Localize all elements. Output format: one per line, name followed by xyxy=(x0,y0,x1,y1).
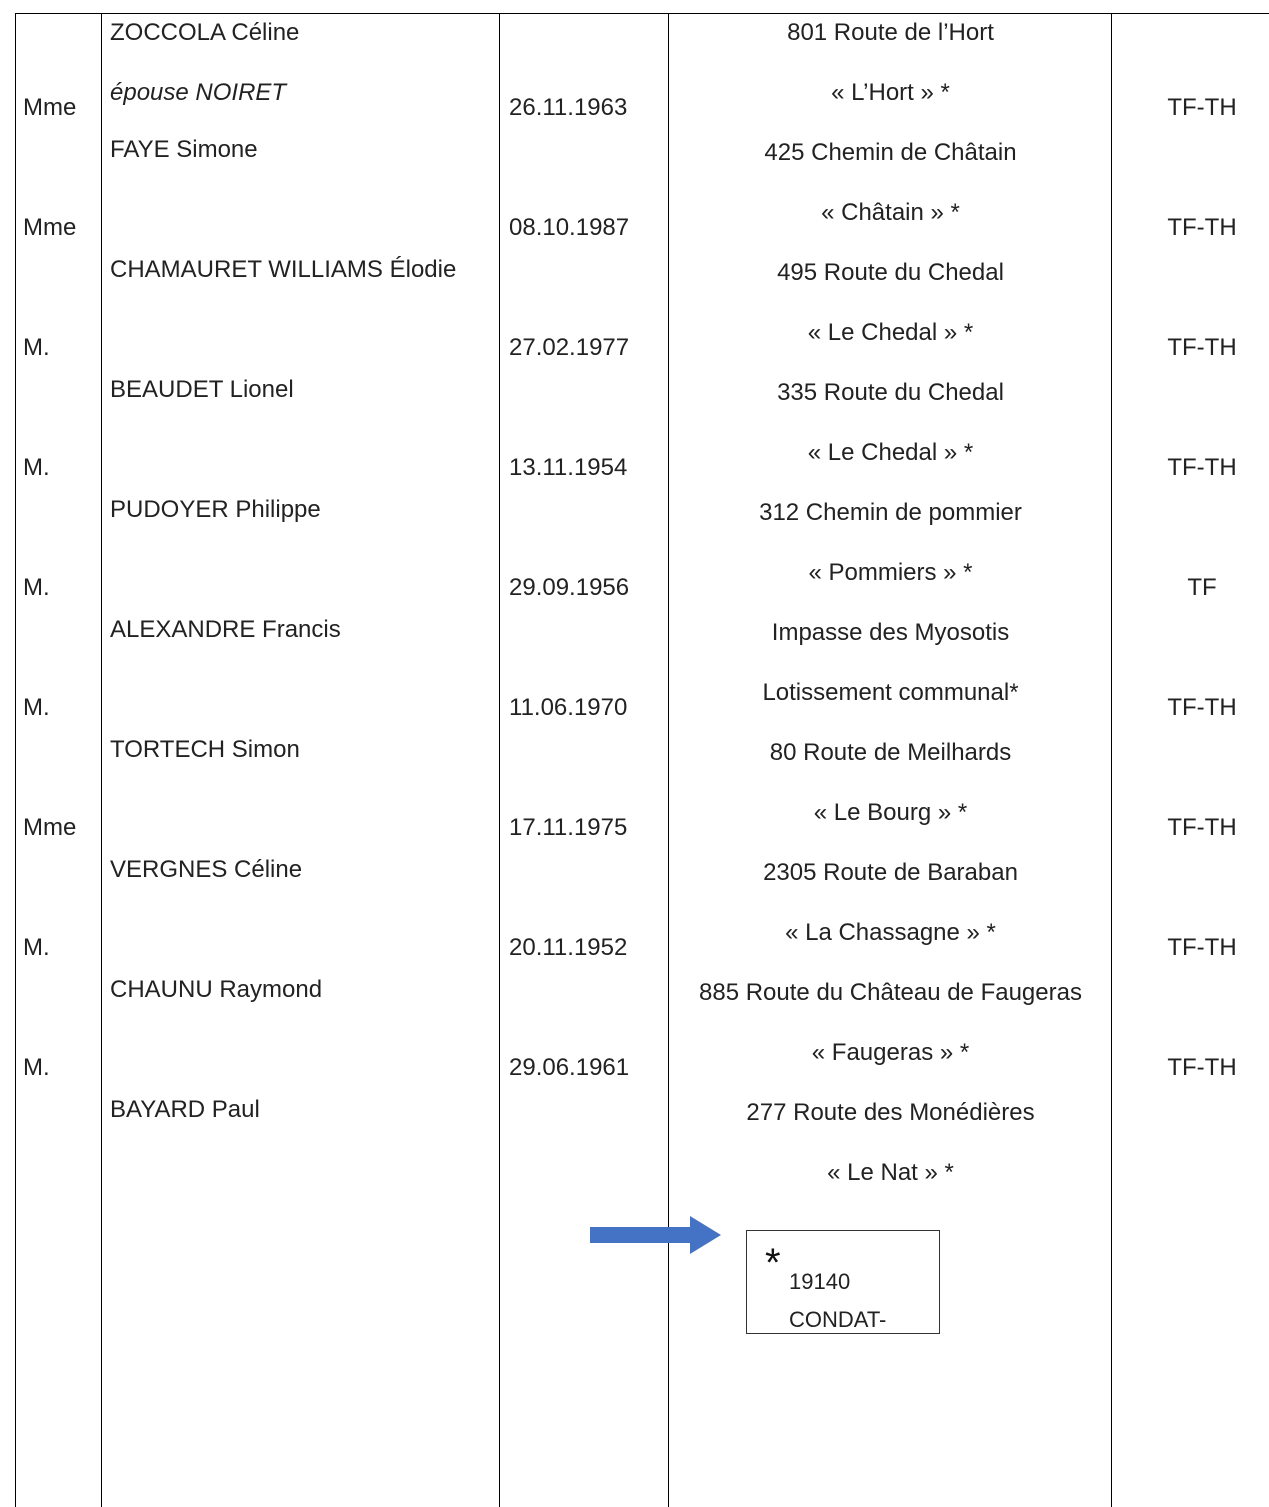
civility-cell: M. xyxy=(23,334,50,361)
name-cell: BAYARD Paul xyxy=(110,1096,260,1123)
name-cell: ZOCCOLA Céline xyxy=(110,19,300,46)
address-cell: 335 Route du Chedal xyxy=(777,379,1004,406)
name-cell: CHAMAURET WILLIAMS Élodie xyxy=(110,256,457,283)
place-cell: « Le Chedal » * xyxy=(807,439,974,466)
birthdate-cell: 17.11.1975 xyxy=(509,814,628,841)
tax-cell: TF-TH xyxy=(1167,694,1237,721)
note-commune: CONDAT- xyxy=(789,1307,887,1332)
birthdate-cell: 20.11.1952 xyxy=(509,934,628,961)
civility-cell: Mme xyxy=(23,94,77,121)
birthdate-cell: 11.06.1970 xyxy=(509,694,628,721)
civility-cell: Mme xyxy=(23,814,77,841)
birthdate-cell: 27.02.1977 xyxy=(509,334,630,361)
civility-cell: M. xyxy=(23,454,50,481)
address-cell: 312 Chemin de pommier xyxy=(759,499,1022,526)
place-cell: Lotissement communal* xyxy=(762,679,1019,706)
address-cell: 425 Chemin de Châtain xyxy=(764,139,1017,166)
tax-cell: TF-TH xyxy=(1167,334,1237,361)
place-cell: « Pommiers » * xyxy=(808,559,973,586)
name-cell: PUDOYER Philippe xyxy=(110,496,321,523)
postal-code-note xyxy=(746,1230,940,1334)
name-cell: CHAUNU Raymond xyxy=(110,976,323,1003)
birthdate-cell: 29.06.1961 xyxy=(509,1054,630,1081)
place-cell: « La Chassagne » * xyxy=(785,919,996,946)
civility-cell: M. xyxy=(23,694,50,721)
tax-cell: TF-TH xyxy=(1167,94,1237,121)
name-cell: TORTECH Simon xyxy=(110,736,300,763)
civility-cell: Mme xyxy=(23,214,77,241)
address-cell: 2305 Route de Baraban xyxy=(763,859,1018,886)
address-cell: Impasse des Myosotis xyxy=(771,619,1010,646)
tax-cell: TF-TH xyxy=(1167,934,1237,961)
note-postal-code: 19140 xyxy=(789,1269,851,1294)
name-cell: BEAUDET Lionel xyxy=(110,376,294,403)
address-cell: 277 Route des Monédières xyxy=(746,1099,1035,1126)
maiden-name-cell: épouse NOIRET xyxy=(110,79,287,106)
tax-cell: TF-TH xyxy=(1167,454,1237,481)
place-cell: « Faugeras » * xyxy=(811,1039,970,1066)
place-cell: « Le Bourg » * xyxy=(813,799,968,826)
tax-cell: TF xyxy=(1187,574,1217,601)
address-cell: 885 Route du Château de Faugeras xyxy=(699,979,1082,1006)
place-cell: « L’Hort » * xyxy=(831,79,950,106)
address-cell: 80 Route de Meilhards xyxy=(769,739,1012,766)
birthdate-cell: 26.11.1963 xyxy=(509,94,628,121)
birthdate-cell: 13.11.1954 xyxy=(509,454,628,481)
birthdate-cell: 29.09.1956 xyxy=(509,574,630,601)
civility-cell: M. xyxy=(23,574,50,601)
name-cell: ALEXANDRE Francis xyxy=(110,616,341,643)
top-rule xyxy=(15,13,1269,14)
address-cell: 495 Route du Chedal xyxy=(777,259,1004,286)
tax-cell: TF-TH xyxy=(1167,214,1237,241)
place-cell: « Le Nat » * xyxy=(827,1159,954,1186)
place-cell: « Le Chedal » * xyxy=(807,319,974,346)
name-cell: FAYE Simone xyxy=(110,136,258,163)
address-cell: 801 Route de l’Hort xyxy=(787,19,994,46)
column-divider-dob-address xyxy=(668,13,669,1507)
asterisk-icon: * xyxy=(765,1241,781,1285)
civility-cell: M. xyxy=(23,1054,50,1081)
left-border xyxy=(15,13,16,1507)
right-arrow-icon xyxy=(590,1216,722,1254)
column-divider-name-dob xyxy=(499,13,500,1507)
name-cell: VERGNES Céline xyxy=(110,856,303,883)
place-cell: « Châtain » * xyxy=(821,199,960,226)
tax-cell: TF-TH xyxy=(1167,814,1237,841)
tax-cell: TF-TH xyxy=(1167,1054,1237,1081)
civility-cell: M. xyxy=(23,934,50,961)
birthdate-cell: 08.10.1987 xyxy=(509,214,630,241)
